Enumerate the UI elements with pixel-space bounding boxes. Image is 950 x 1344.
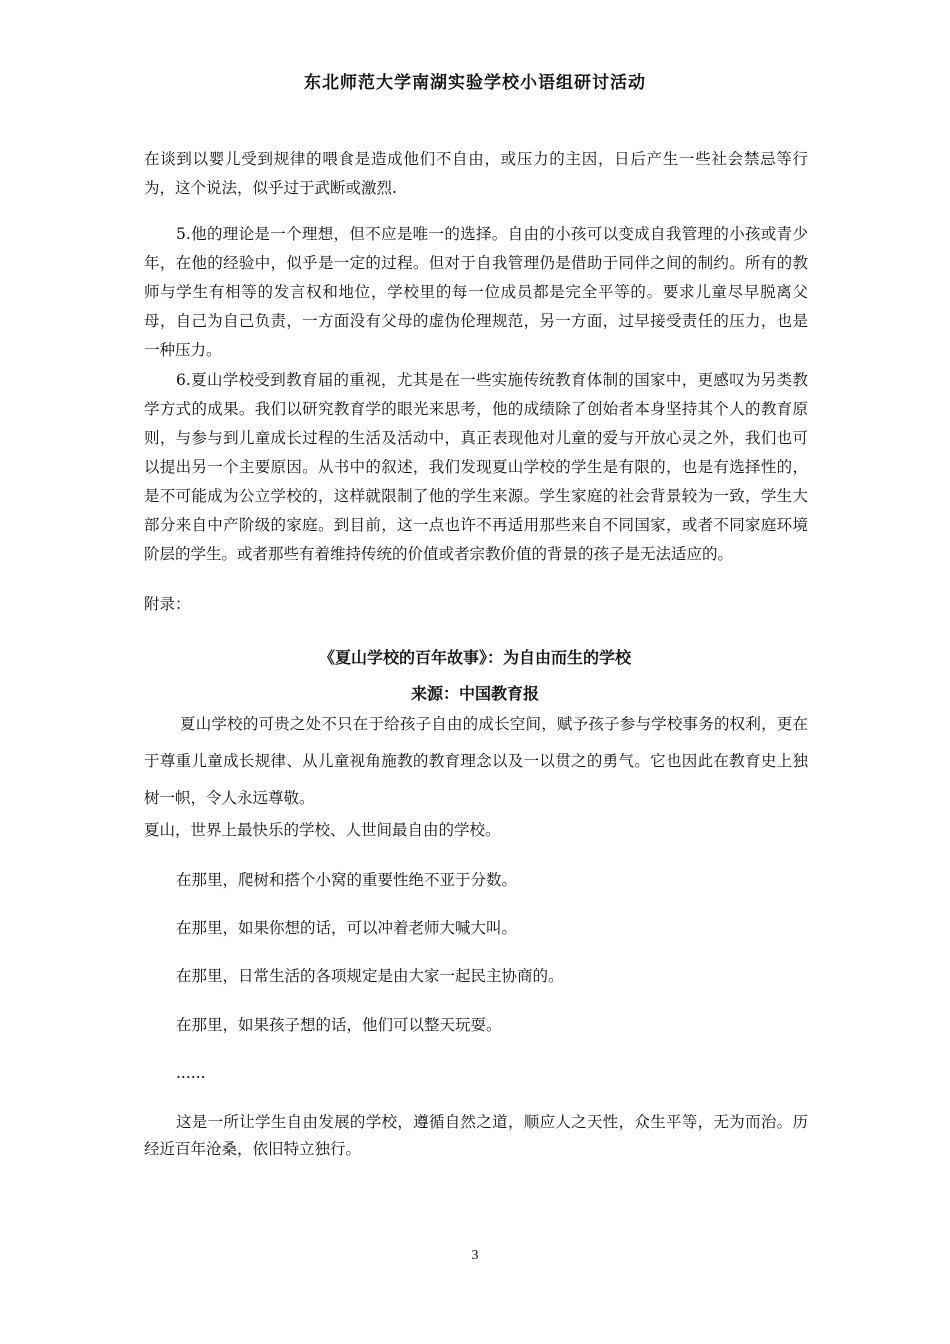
appendix-label-text: 附录： (144, 595, 191, 613)
appendix-line: 在那里，爬树和搭个小窝的重要性绝不亚于分数。 (176, 871, 518, 889)
page-number: 3 (471, 1248, 479, 1263)
paragraph-point-5 (144, 220, 808, 365)
paragraph-text: 在谈到以婴儿受到规律的喂食是造成他们不自由，或压力的主因，日后产生一些社会禁忌等行为，这个说法，似乎过于武断或激烈. (144, 150, 808, 197)
appendix-title: 《夏山学校的百年故事》：为自由而生的学校 (318, 648, 631, 667)
appendix-intro (144, 706, 808, 817)
paragraph-point-6 (144, 366, 808, 569)
appendix-line: 在那里，日常生活的各项规定是由大家一起民主协商的。 (176, 967, 564, 985)
appendix-intro-text: 夏山学校的可贵之处不只在于给孩子自由的成长空间，赋予孩子参与学校事务的权利，更在于尊重儿童成长规律、从儿童视角施教的教育理念以及一以贯之的勇气。它也因此在教育史上独树一帜，令人永远尊敬。 (144, 715, 808, 807)
appendix-line: 在那里，如果孩子想的话，他们可以整天玩耍。 (176, 1016, 502, 1034)
appendix-ellipsis: ...... (176, 1064, 206, 1082)
appendix-closing-text: 这是一所让学生自由发展的学校，遵循自然之道，顺应人之天性，众生平等，无为而治。历经近百年沧桑，依旧特立独行。 (144, 1113, 808, 1158)
appendix-tagline: 夏山，世界上最快乐的学校、人世间最自由的学校。 (144, 821, 501, 839)
appendix-label (144, 590, 808, 619)
appendix-line: 在那里，如果你想的话，可以冲着老师大喊大叫。 (176, 919, 518, 937)
paragraph-text: 5.他的理论是一个理想，但不应是唯一的选择。自由的小孩可以变成自我管理的小孩或青少年，在他的经验中，似乎是一定的过程。但对于自我管理仍是借助于同伴之间的制约。所有的教师与学生有相等的发言权和地位，学校里的每一位成员都是完全平等的。要求儿童尽早脱离父母，自己为自己负责，一方面没有父母的虚伪伦理规范，另一方面，过早接受责任的压力，也是一种压力。 (144, 225, 808, 359)
page-header-title: 东北师范大学南湖实验学校小语组研讨活动 (304, 73, 646, 93)
paragraph-continued (144, 145, 808, 203)
paragraph-text: 6.夏山学校受到教育届的重视，尤其是在一些实施传统教育体制的国家中，更感叹为另类教学方式的成果。我们以研究教育学的眼光来思考，他的成绩除了创始者本身坚持其个人的教育原则，与参与到儿童成长过程的生活及活动中，真正表现他对儿童的爱与开放心灵之外，我们也可以提出另一个主要原因。从书中的叙述，我们发现夏山学校的学生是有限的，也是有选择性的，是不可能成为公立学校的，这样就限制了他的学生来源。学生家庭的社会背景较为一致，学生大部分来自中产阶级的家庭。到目前，这一点也许不再适用那些来自不同国家，或者不同家庭环境阶层的学生。或者那些有着维持传统的价值或者宗教价值的背景的孩子是无法适应的。 (144, 371, 808, 563)
appendix-source: 来源：中国教育报 (410, 684, 539, 703)
appendix-closing (144, 1109, 808, 1163)
